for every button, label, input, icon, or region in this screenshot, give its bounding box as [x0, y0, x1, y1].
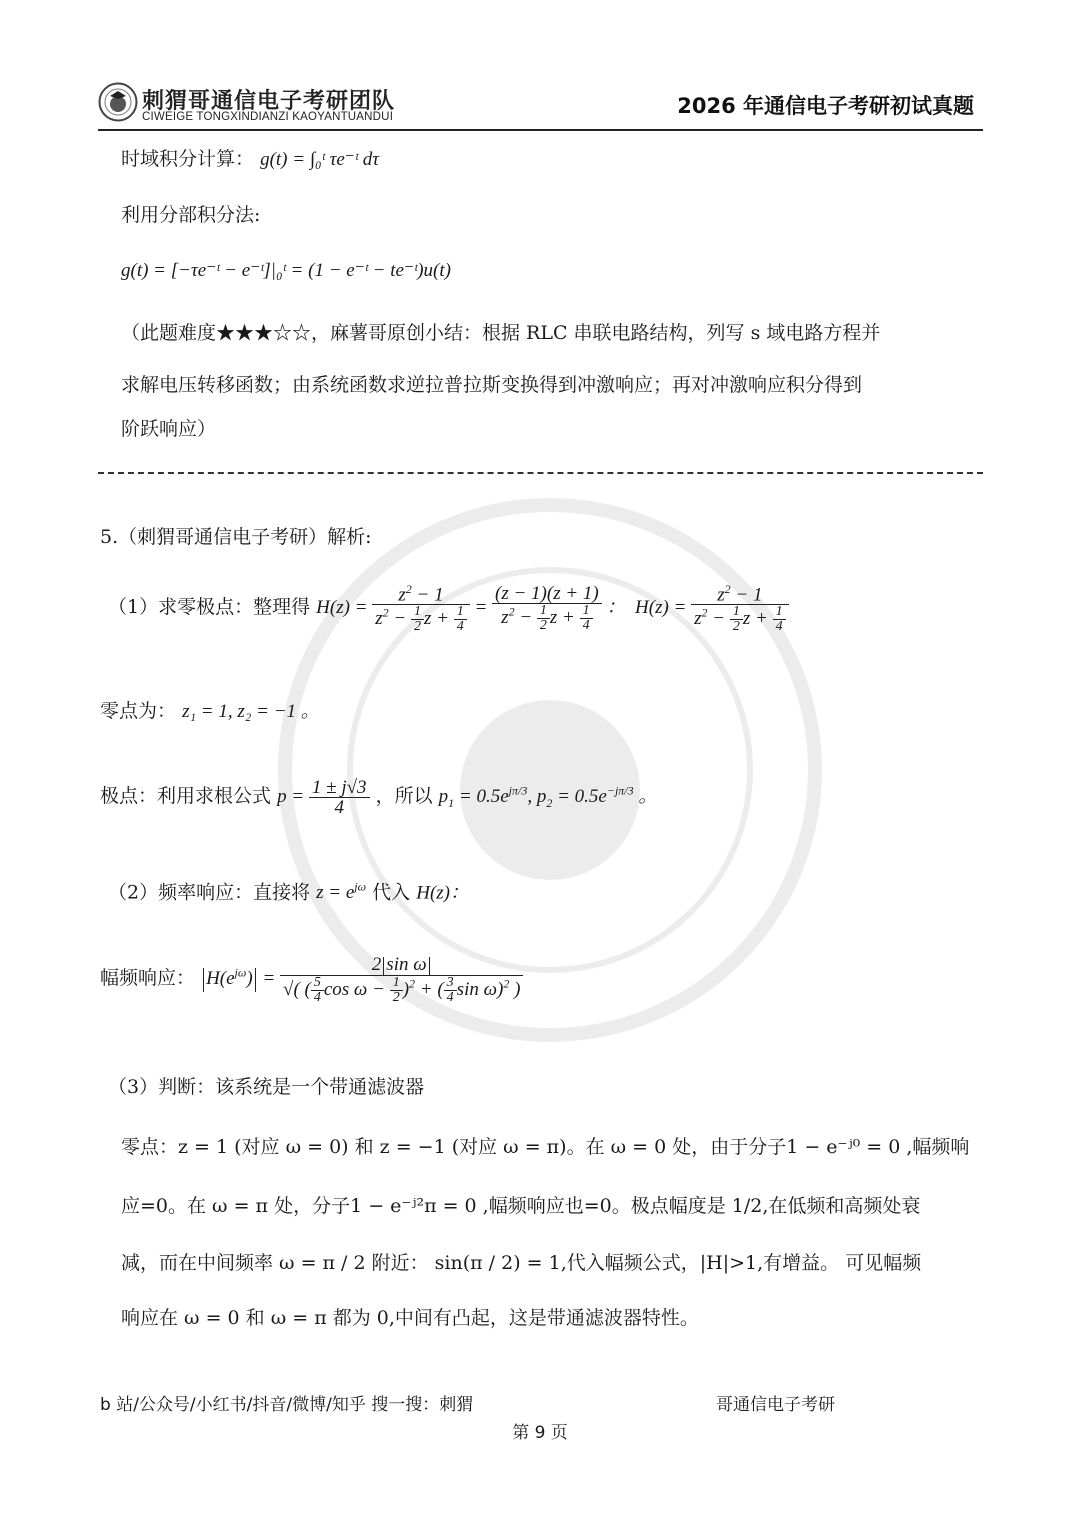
integral-label: 时域积分计算： [121, 148, 255, 170]
poles-line [100, 778, 657, 817]
poles-label: 极点：利用求根公式 [100, 784, 272, 807]
zeros-label: 零点为： [100, 700, 177, 722]
p3-label: （3）判断：该系统是一个带通滤波器 [108, 1076, 425, 1098]
amplitude-formula: $H(e^{j\omega})$ = 2 sin ω √( ( $\frac{5}{4}$ cos ω − $\frac{1}{2}$ )$^2$ + ( $\frac{3}{4}$ sin ω)$^2$ ) [201, 968, 523, 989]
footer-brand: 哥通信电子考研 [716, 1395, 835, 1415]
integral-formula: g(t) = ∫₀ᵗ τe⁻ᵗ dτ [260, 149, 380, 170]
zeros-line [100, 702, 320, 721]
section5-heading: 5.（刺猬哥通信电子考研）解析: [100, 526, 372, 548]
judge-line-1: 零点：z = 1 (对应 ω = 0) 和 z = −1 (对应 ω = π)。在 ω = 0 处，由于分子1 − e⁻ʲ⁰ = 0 ,幅频响 [121, 1136, 970, 1158]
amp-label: 幅频响应： [100, 967, 196, 990]
brand-name-en: CIWEIGE TONGXINDIANZI KAOYANTUANDUI [142, 111, 394, 123]
parts-label: 利用分部积分法: [121, 204, 261, 226]
judge-line-2: 应=0。在 ω = π 处，分子1 − e⁻ʲ²π = 0 ,幅频响应也=0。极点幅度是 1/2,在低频和高频处衰 [121, 1195, 921, 1217]
p1-label: （1）求零极点：整理得 [108, 596, 311, 619]
poles-mid: ，所以 [375, 784, 433, 807]
footer-social: b 站/公众号/小红书/抖音/微博/知乎 搜一搜：刺猬 [100, 1395, 474, 1415]
page-number: 第 9 页 [512, 1423, 568, 1443]
hz-symbol: H(z)： [416, 882, 469, 904]
brand-name-cn: 刺猬哥通信电子考研团队 [142, 89, 396, 114]
amplitude-line [100, 955, 523, 1005]
summary-line-3: 阶跃响应） [121, 418, 217, 440]
p2-label: （2）频率响应：直接将 [108, 881, 311, 904]
summary-line-1: （此题难度★★★☆☆，麻薯哥原创小结：根据 RLC 串联电路结构，列写 s 域电路方程并 [121, 322, 881, 344]
p2-mid: 代入 [372, 881, 411, 904]
freq-response-line [108, 881, 469, 902]
transfer-function: H(z) = $z^2 - 1$ $z^2$ − $\frac{1}{2}$ z + $\frac{1}{4}$ = (z − 1)(z + 1) $z^2$ − $\frac{1}{2}$ z + $\frac{1}{4}$ ： H(z) = $z^2 - 1$ $z^2$ − $\frac{1}{2}$ z + $\frac{1}{4}$ [316, 597, 788, 618]
substitution-formula: $z = e^{j\omega}$ [316, 880, 367, 904]
document-title: 2026 年通信电子考研初试真题 [677, 94, 974, 118]
judge-line-4: 响应在 ω = 0 和 ω = π 都为 0,中间有凸起，这是带通滤波器特性。 [121, 1307, 699, 1329]
zero-pole-line [108, 583, 789, 634]
team-logo-icon [98, 82, 138, 122]
summary-line-2: 求解电压转移函数；由系统函数求逆拉普拉斯变换得到冲激响应；再对冲激响应积分得到 [121, 374, 863, 396]
result-formula: g(t) = [−τe⁻ᵗ − e⁻ᵗ]|₀ᵗ = (1 − e⁻ᵗ − te⁻ᵗ)u(t) [121, 260, 451, 281]
section-divider [98, 472, 983, 474]
poles-root-formula: p = $\frac{1 \pm j√3}{4}$ [277, 786, 369, 807]
poles-formula: $p_1 = 0.5e^{j\pi/3}$, $p_2 = 0.5e^{-j\pi/3}$ 。 [438, 783, 658, 810]
judge-line-3: 减，而在中间频率 ω = π / 2 附近： sin(π / 2) = 1,代入幅频公式，|H|>1,有增益。 可见幅频 [121, 1252, 922, 1274]
zeros-formula: z₁ = 1, z₂ = −1 。 [182, 701, 320, 722]
header-rule [98, 129, 983, 131]
integral-line [121, 150, 379, 169]
